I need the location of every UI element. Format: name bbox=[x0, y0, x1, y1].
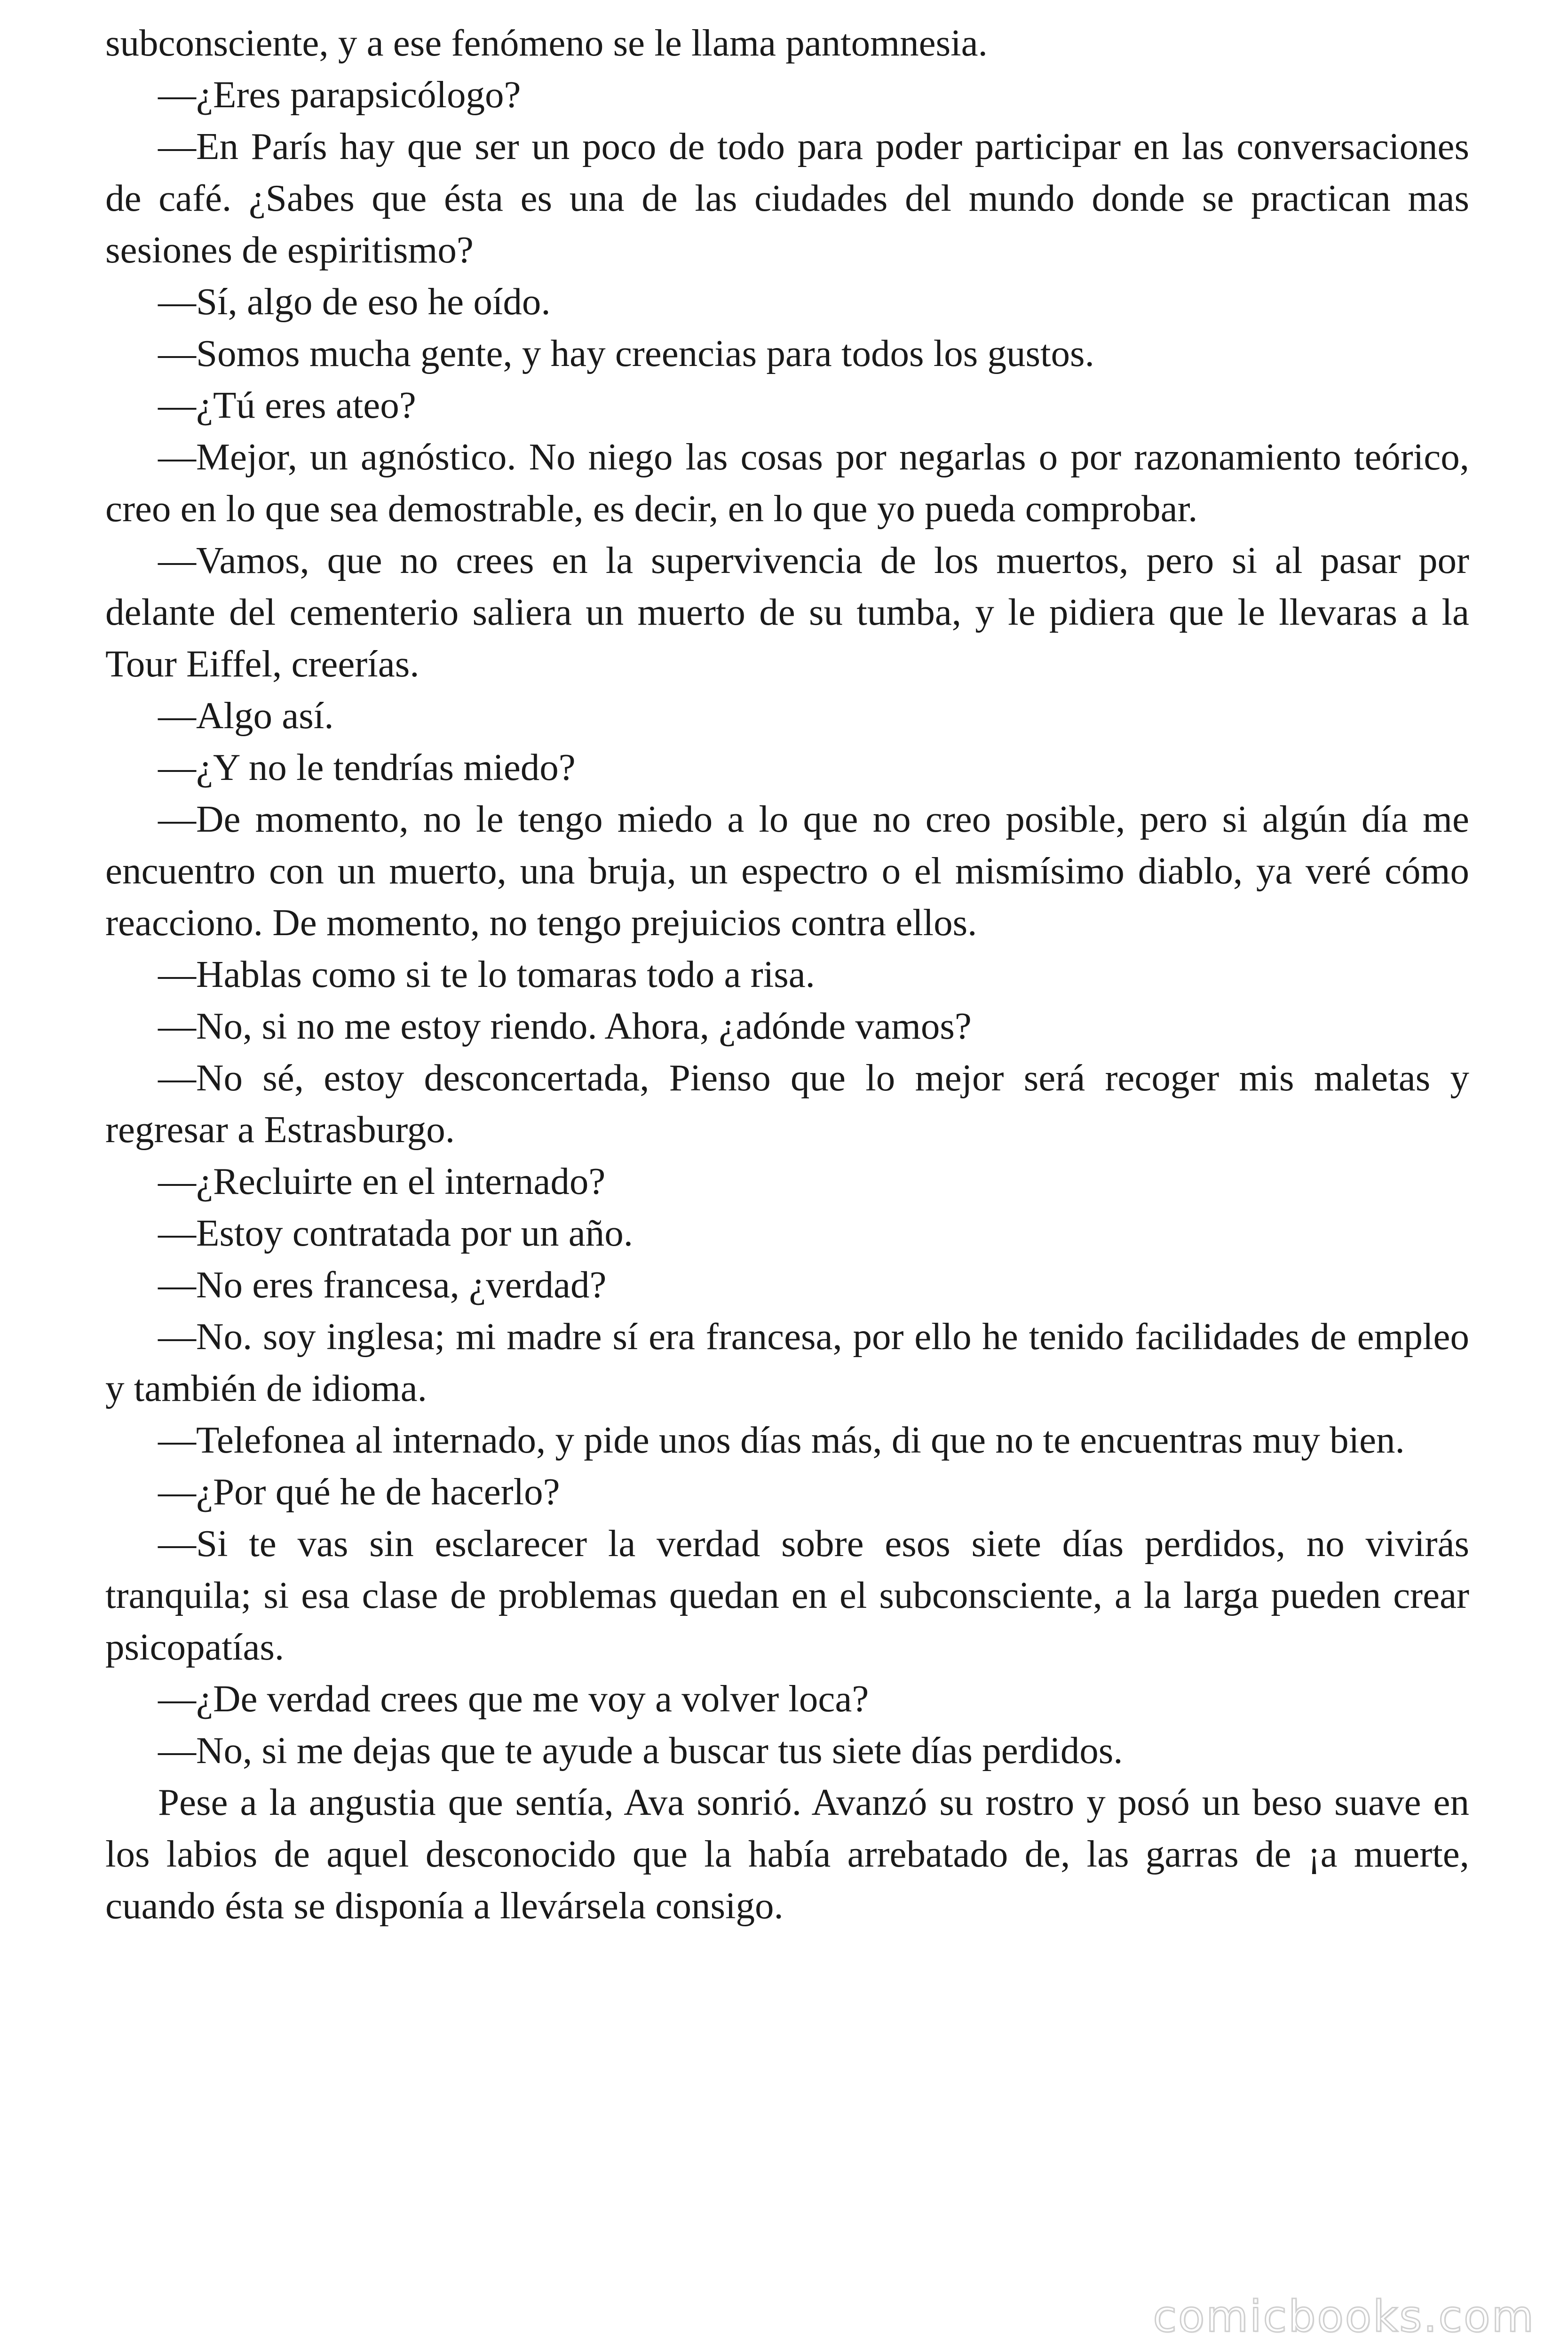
paragraph: —Telefonea al internado, y pide unos días más, di que no te encuentras muy bien. bbox=[158, 1419, 1405, 1461]
paragraph: —Si te vas sin esclarecer la verdad sobre esos siete días perdidos, no vivirás tranquila; si esa clase de problemas quedan en el subconsciente, a la larga pueden crear psicopatías. bbox=[105, 1522, 1469, 1668]
paragraph: —No, si me dejas que te ayude a buscar tus siete días perdidos. bbox=[158, 1729, 1123, 1772]
paragraph: —¿Recluirte en el internado? bbox=[158, 1160, 606, 1202]
paragraph: —Mejor, un agnóstico. No niego las cosas por negarlas o por razonamiento teórico, creo en lo que sea demostrable, es decir, en lo que yo pueda comprobar. bbox=[105, 436, 1469, 530]
paragraph: —Sí, algo de eso he oído. bbox=[158, 280, 551, 323]
page-body bbox=[105, 17, 1469, 1931]
paragraph: —¿Y no le tendrías miedo? bbox=[158, 746, 576, 788]
paragraph: —Vamos, que no crees en la supervivencia de los muertos, pero si al pasar por delante del cementerio saliera un muerto de su tumba, y le pidiera que le llevaras a la Tour Eiffel, creerías. bbox=[105, 539, 1469, 685]
paragraph: —Algo así. bbox=[158, 694, 334, 737]
paragraph: —Estoy contratada por un año. bbox=[158, 1212, 633, 1254]
paragraph: subconsciente, y a ese fenómeno se le llama pantomnesia. bbox=[105, 22, 988, 64]
paragraph: —No. soy inglesa; mi madre sí era francesa, por ello he tenido facilidades de empleo y también de idioma. bbox=[105, 1315, 1469, 1409]
paragraph: —De momento, no le tengo miedo a lo que no creo posible, pero si algún día me encuentro con un muerto, una bruja, un espectro o el mismísimo diablo, ya veré cómo reacciono. De momento, no tengo prejuicios contra ellos. bbox=[105, 798, 1469, 944]
paragraph: —¿De verdad crees que me voy a volver loca? bbox=[158, 1677, 869, 1720]
paragraph: —Hablas como si te lo tomaras todo a risa. bbox=[158, 953, 815, 995]
paragraph: —¿Por qué he de hacerlo? bbox=[158, 1470, 560, 1513]
paragraph: —¿Eres parapsicólogo? bbox=[158, 73, 521, 116]
paragraph: —¿Tú eres ateo? bbox=[158, 384, 416, 426]
paragraph: —No eres francesa, ¿verdad? bbox=[158, 1263, 607, 1306]
paragraph: —No, si no me estoy riendo. Ahora, ¿adónde vamos? bbox=[158, 1005, 972, 1047]
paragraph: —En París hay que ser un poco de todo para poder participar en las conversaciones de café. ¿Sabes que ésta es una de las ciudades del mundo donde se practican mas sesiones de espiritismo? bbox=[105, 125, 1469, 271]
paragraph: —No sé, estoy desconcertada, Pienso que lo mejor será recoger mis maletas y regresar a Estrasburgo. bbox=[105, 1057, 1469, 1151]
watermark: comicbooks.com bbox=[1153, 2291, 1535, 2342]
paragraph: Pese a la angustia que sentía, Ava sonrió. Avanzó su rostro y posó un beso suave en los labios de aquel desconocido que la había arrebatado de, las garras de ¡a muerte, cuando ésta se disponía a llevársela consigo. bbox=[105, 1781, 1469, 1927]
paragraph: —Somos mucha gente, y hay creencias para todos los gustos. bbox=[158, 332, 1094, 374]
